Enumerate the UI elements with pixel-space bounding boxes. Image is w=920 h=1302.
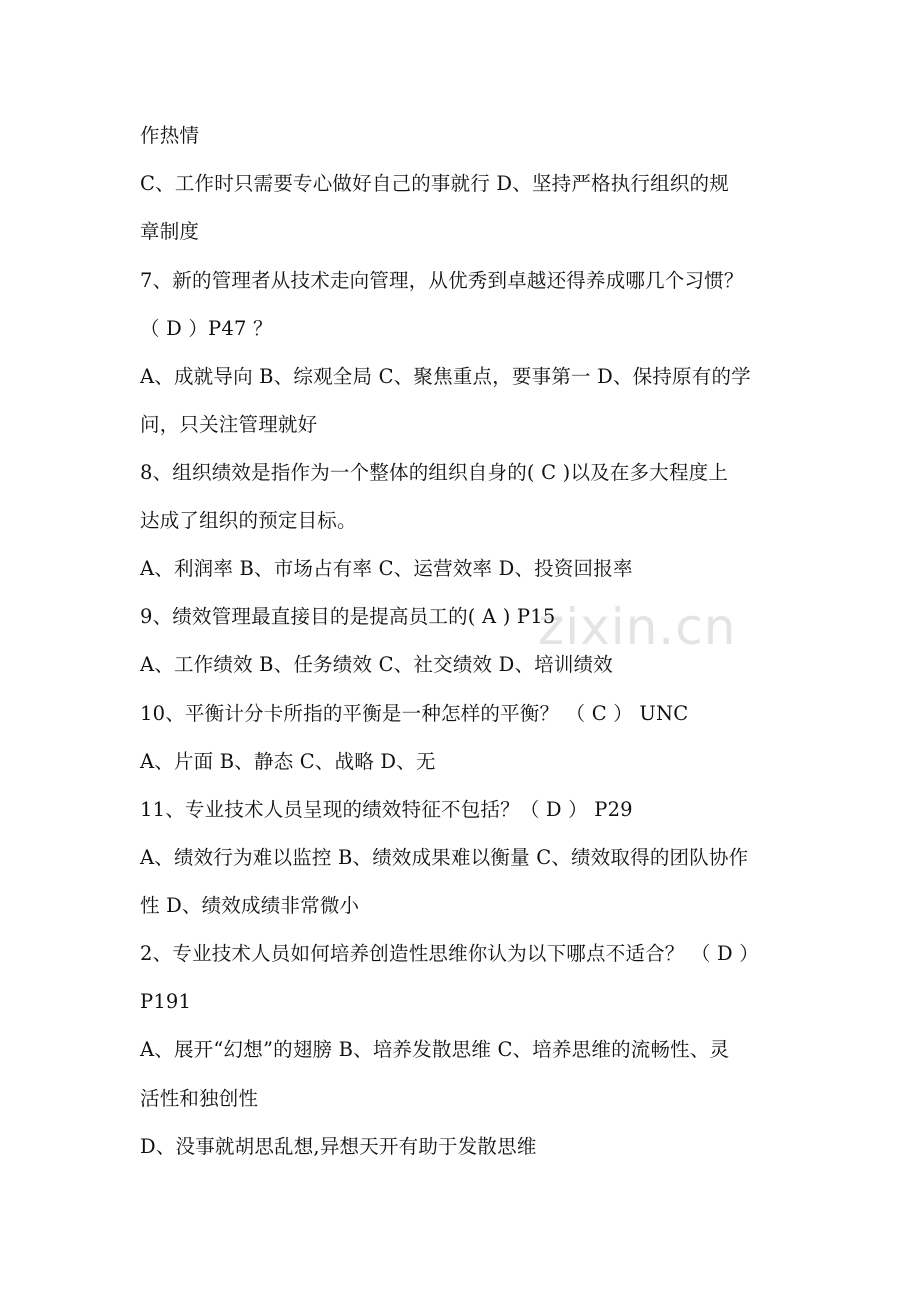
question-10: 10、平衡计分卡所指的平衡是一种怎样的平衡？ （ C ） UNC (140, 702, 689, 725)
options-11-cont: 性 D、绩效成绩非常微小 (140, 894, 360, 917)
options-10: A、片面 B、静态 C、战略 D、无 (140, 750, 436, 773)
question-12: 2、专业技术人员如何培养创造性思维你认为以下哪点不适合？ （ D ） (140, 942, 759, 965)
options-12-cont: 活性和独创性 (140, 1087, 259, 1110)
text-line: 章制度 (140, 220, 200, 243)
question-12-page: P191 (140, 990, 192, 1013)
options-11: A、绩效行为难以监控 B、绩效成果难以衡量 C、绩效取得的团队协作 (140, 846, 749, 869)
options-7-cont: 问，只关注管理就好 (140, 413, 318, 436)
options-9: A、工作绩效 B、任务绩效 C、社交绩效 D、培训绩效 (140, 653, 613, 676)
text-line: 作热情 (140, 124, 200, 147)
question-11: 11、专业技术人员呈现的绩效特征不包括？（ D ） P29 (140, 798, 633, 821)
text-line: C、工作时只需要专心做好自己的事就行 D、坚持严格执行组织的规 (140, 172, 729, 195)
question-7: 7、新的管理者从技术走向管理，从优秀到卓越还得养成哪几个习惯？ (140, 269, 744, 292)
answer-7: （ D ）P47 ？ (140, 317, 273, 340)
question-9: 9、绩效管理最直接目的是提高员工的( A ) P15 (140, 605, 556, 628)
question-8-cont: 达成了组织的预定目标。 (140, 509, 357, 532)
options-8: A、利润率 B、市场占有率 C、运营效率 D、投资回报率 (140, 557, 633, 580)
question-8: 8、组织绩效是指作为一个整体的组织自身的( C )以及在多大程度上 (140, 461, 729, 484)
options-7: A、成就导向 B、综观全局 C、聚焦重点，要事第一 D、保持原有的学 (140, 365, 751, 388)
options-12-d: D、没事就胡思乱想,异想天开有助于发散思维 (140, 1135, 537, 1158)
watermark: zixin.cn (538, 598, 737, 656)
options-12: A、展开“幻想”的翅膀 B、培养发散思维 C、培养思维的流畅性、灵 (140, 1038, 730, 1061)
